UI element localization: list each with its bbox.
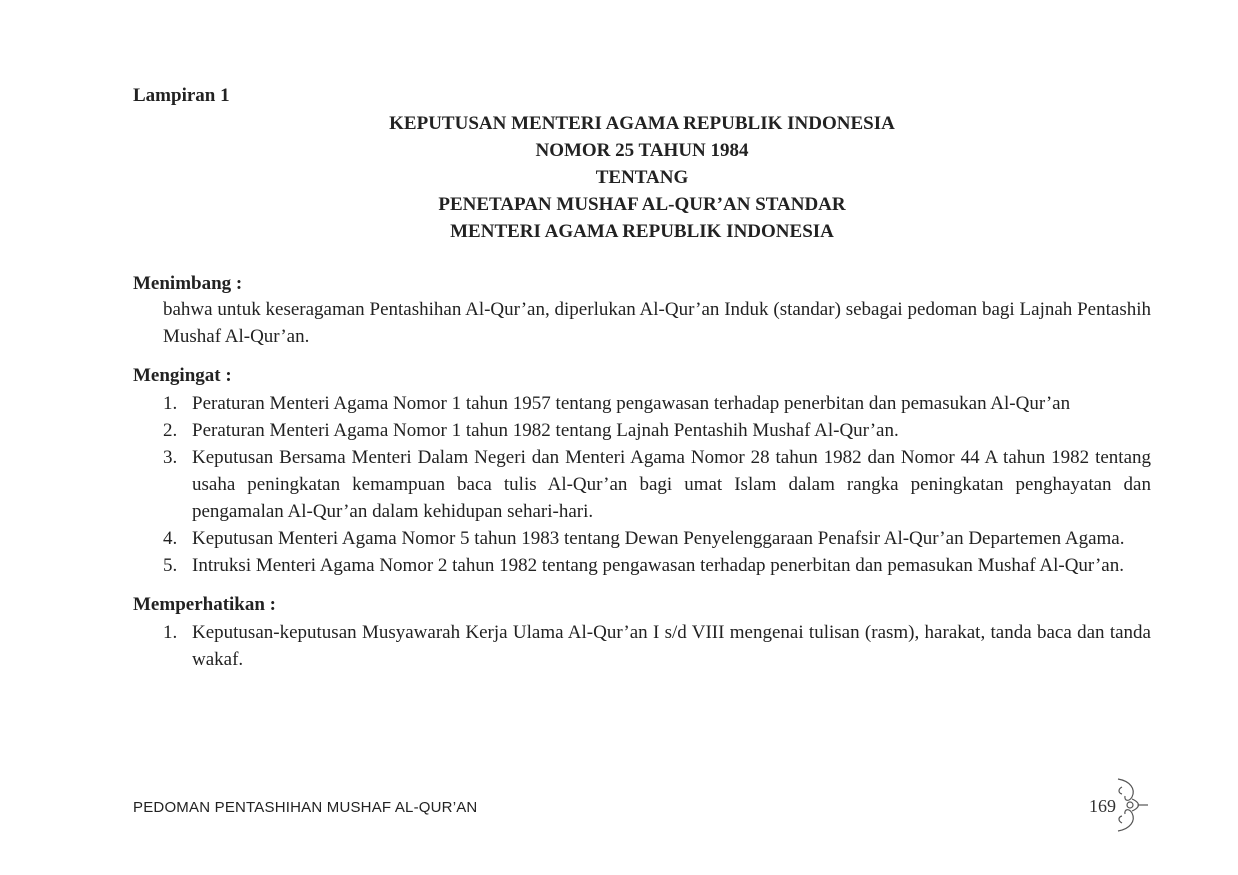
- list-number: 5.: [163, 555, 178, 576]
- list-item: [133, 552, 1151, 579]
- list-item: [133, 619, 1151, 673]
- page-number: 169: [1089, 796, 1116, 816]
- list-item: [133, 417, 1151, 444]
- title-line: TENTANG: [595, 167, 689, 188]
- list-number: 3.: [163, 447, 178, 468]
- list-number: 2.: [163, 420, 178, 441]
- mengingat-heading: Mengingat :: [133, 365, 232, 386]
- title-line: NOMOR 25 TAHUN 1984: [535, 140, 749, 161]
- title-line: KEPUTUSAN MENTERI AGAMA REPUBLIK INDONESIA: [389, 113, 895, 134]
- appendix-label: Lampiran 1: [133, 85, 230, 106]
- decree-title: [133, 110, 1151, 245]
- memperhatikan-heading: Memperhatikan :: [133, 594, 277, 615]
- list-item: [133, 390, 1151, 417]
- memperhatikan-list: [133, 619, 1151, 673]
- title-line: PENETAPAN MUSHAF AL-QUR’AN STANDAR: [438, 194, 846, 215]
- mengingat-list: [133, 390, 1151, 579]
- list-text: Keputusan Bersama Menteri Dalam Negeri dan Menteri Agama Nomor 28 tahun 1982 dan Nomor 44 A tahun 1982 tentang usaha peningkatan kemampuan baca tulis Al-Qur’an bagi umat Islam dalam rangka peningkatan penghayatan dan pengamalan Al-Qur’an dalam kehidupan sehari-hari.: [192, 447, 1151, 522]
- floral-ornament-icon: [1110, 775, 1150, 835]
- list-text: Peraturan Menteri Agama Nomor 1 tahun 1982 tentang Lajnah Pentashih Mushaf Al-Qur’an.: [192, 420, 899, 441]
- menimbang-heading: Menimbang :: [133, 273, 243, 294]
- footer-book-title: PEDOMAN PENTASHIHAN MUSHAF AL-QUR’AN: [133, 799, 478, 816]
- list-text: Intruksi Menteri Agama Nomor 2 tahun 1982 tentang pengawasan terhadap penerbitan dan pemasukan Mushaf Al-Qur’an.: [192, 555, 1124, 576]
- list-text: Peraturan Menteri Agama Nomor 1 tahun 1957 tentang pengawasan terhadap penerbitan dan pemasukan Al-Qur’an: [192, 393, 1071, 414]
- list-item: [133, 525, 1151, 552]
- list-number: 4.: [163, 528, 178, 549]
- list-text: Keputusan-keputusan Musyawarah Kerja Ulama Al-Qur’an I s/d VIII mengenai tulisan (rasm), harakat, tanda baca dan tanda wakaf.: [192, 622, 1151, 670]
- title-line: MENTERI AGAMA REPUBLIK INDONESIA: [450, 221, 834, 242]
- list-number: 1.: [163, 393, 178, 414]
- menimbang-text: bahwa untuk keseragaman Pentashihan Al-Qur’an, diperlukan Al-Qur’an Induk (standar) sebagai pedoman bagi Lajnah Pentashih Mushaf Al-Qur’an.: [163, 299, 1151, 347]
- list-text: Keputusan Menteri Agama Nomor 5 tahun 1983 tentang Dewan Penyelenggaraan Penafsir Al-Qur’an Departemen Agama.: [192, 528, 1125, 549]
- document-page: [133, 84, 1151, 673]
- list-item: [133, 444, 1151, 525]
- list-number: 1.: [163, 622, 178, 643]
